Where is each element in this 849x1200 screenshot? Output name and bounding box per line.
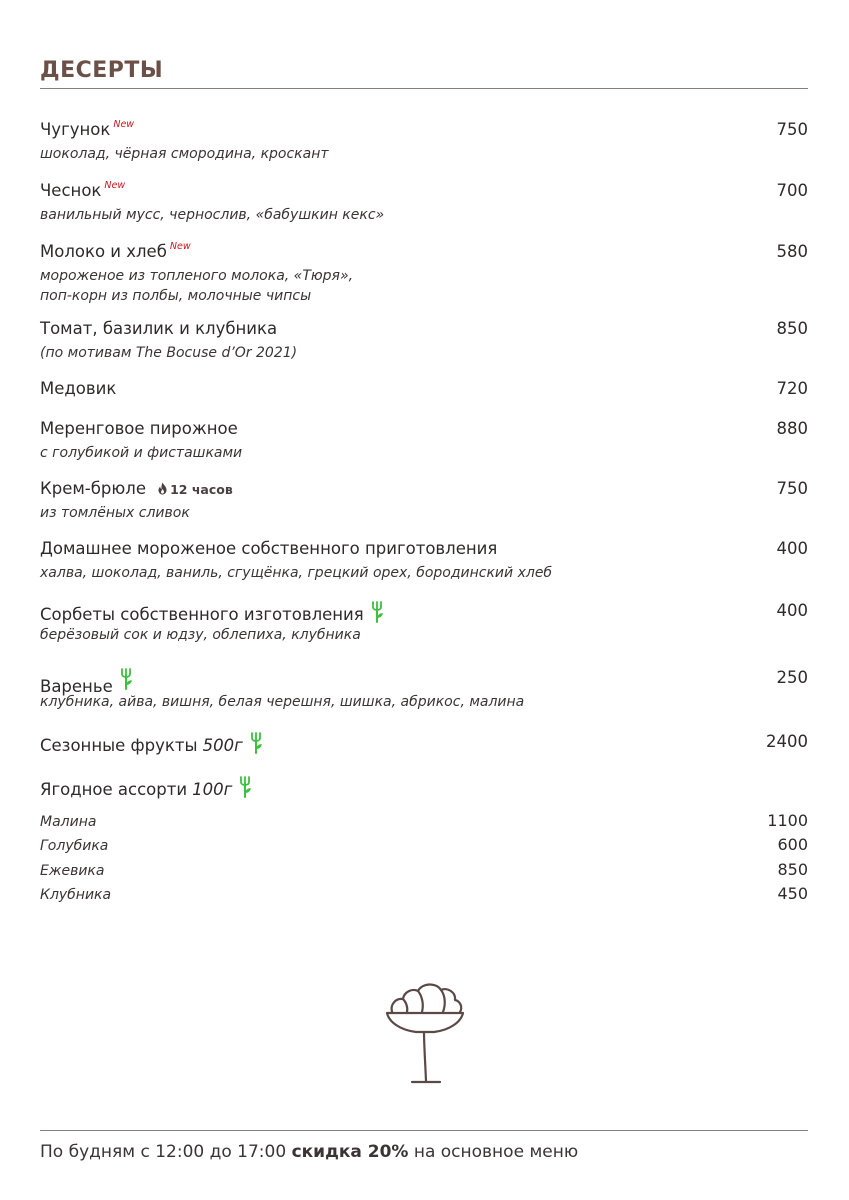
berry-row <box>40 811 808 835</box>
ice-cream-sundae-icon <box>384 978 466 1088</box>
item-description: клубника, айва, вишня, белая черешня, шишка, абрикос, малина <box>40 694 525 710</box>
item-name: Меренговое пирожное <box>40 419 238 438</box>
item-price: 580 <box>776 242 808 261</box>
berry-name: Малина <box>40 814 97 830</box>
item-name: Варенье <box>40 677 113 696</box>
item-name: Крем-брюле <box>40 479 146 498</box>
berry-price: 450 <box>777 884 808 903</box>
item-description: поп-корн из полбы, молочные чипсы <box>40 288 312 304</box>
vegan-leaf-icon <box>238 776 252 798</box>
item-description: ванильный мусс, чернослив, «бабушкин кекс» <box>40 207 385 223</box>
item-description: мороженое из топленого молока, «Тюря», <box>40 268 354 284</box>
item-price: 750 <box>776 120 808 139</box>
page-title: ДЕСЕРТЫ <box>40 58 164 83</box>
footer-text-post: на основное меню <box>413 1142 579 1162</box>
item-price: 400 <box>776 601 808 620</box>
item-name: Чеснок <box>40 181 102 200</box>
new-badge: New <box>113 119 135 130</box>
item-description: (по мотивам The Bocuse d’Or 2021) <box>40 345 298 361</box>
item-price: 750 <box>776 479 808 498</box>
item-name: Молоко и хлеб <box>40 242 167 261</box>
flame-icon <box>157 482 168 495</box>
menu-item <box>40 776 808 800</box>
menu-item <box>40 379 808 403</box>
time-badge <box>157 482 233 497</box>
item-name: Чугунок <box>40 120 111 139</box>
menu-item <box>40 242 808 306</box>
berry-row <box>40 860 808 884</box>
item-name: Сезонные фрукты <box>40 736 198 755</box>
item-price: 720 <box>776 379 808 398</box>
item-description: из томлёных сливок <box>40 505 190 521</box>
berry-name: Голубика <box>40 838 109 854</box>
item-name: Сорбеты собственного изготовления <box>40 605 364 624</box>
footer-text-pre: По будням с 12:00 до 17:00 <box>40 1142 287 1162</box>
item-name: Медовик <box>40 379 117 398</box>
footer-promo <box>40 1142 578 1162</box>
vegan-leaf-icon <box>370 601 384 623</box>
item-description: халва, шоколад, ваниль, сгущёнка, грецкий орех, бородинский хлеб <box>40 565 553 581</box>
item-description: шоколад, чёрная смородина, кроскант <box>40 146 329 162</box>
menu-item <box>40 732 808 756</box>
item-description: берёзовый сок и юдзу, облепиха, клубника <box>40 627 361 643</box>
menu-item <box>40 601 808 645</box>
berry-price: 1100 <box>767 811 808 830</box>
header-divider <box>40 88 808 89</box>
vegan-leaf-icon <box>249 732 263 754</box>
item-price: 2400 <box>766 732 808 751</box>
item-price: 700 <box>776 181 808 200</box>
item-weight: 100г <box>192 780 233 799</box>
berry-price: 850 <box>777 860 808 879</box>
berry-row <box>40 884 808 908</box>
menu-item <box>40 668 808 712</box>
menu-item <box>40 319 808 363</box>
vegan-leaf-icon <box>119 668 133 690</box>
menu-item <box>40 120 808 164</box>
time-badge-label: 12 часов <box>170 482 233 497</box>
item-price: 880 <box>776 419 808 438</box>
item-price: 400 <box>776 539 808 558</box>
berry-price: 600 <box>777 835 808 854</box>
item-name: Томат, базилик и клубника <box>40 319 278 338</box>
new-badge: New <box>104 180 126 191</box>
menu-item <box>40 181 808 225</box>
berry-name: Ежевика <box>40 863 105 879</box>
item-weight: 500г <box>202 736 243 755</box>
item-description: с голубикой и фисташками <box>40 445 243 461</box>
footer-discount: скидка 20% <box>291 1142 409 1162</box>
menu-item <box>40 419 808 463</box>
menu-item <box>40 539 808 583</box>
item-name: Домашнее мороженое собственного приготовления <box>40 539 498 558</box>
berry-name: Клубника <box>40 887 112 903</box>
item-price: 850 <box>776 319 808 338</box>
item-name: Ягодное ассорти <box>40 780 188 799</box>
menu-item <box>40 479 808 523</box>
new-badge: New <box>169 241 191 252</box>
footer-divider <box>40 1130 808 1131</box>
berry-row <box>40 835 808 859</box>
item-price: 250 <box>776 668 808 687</box>
